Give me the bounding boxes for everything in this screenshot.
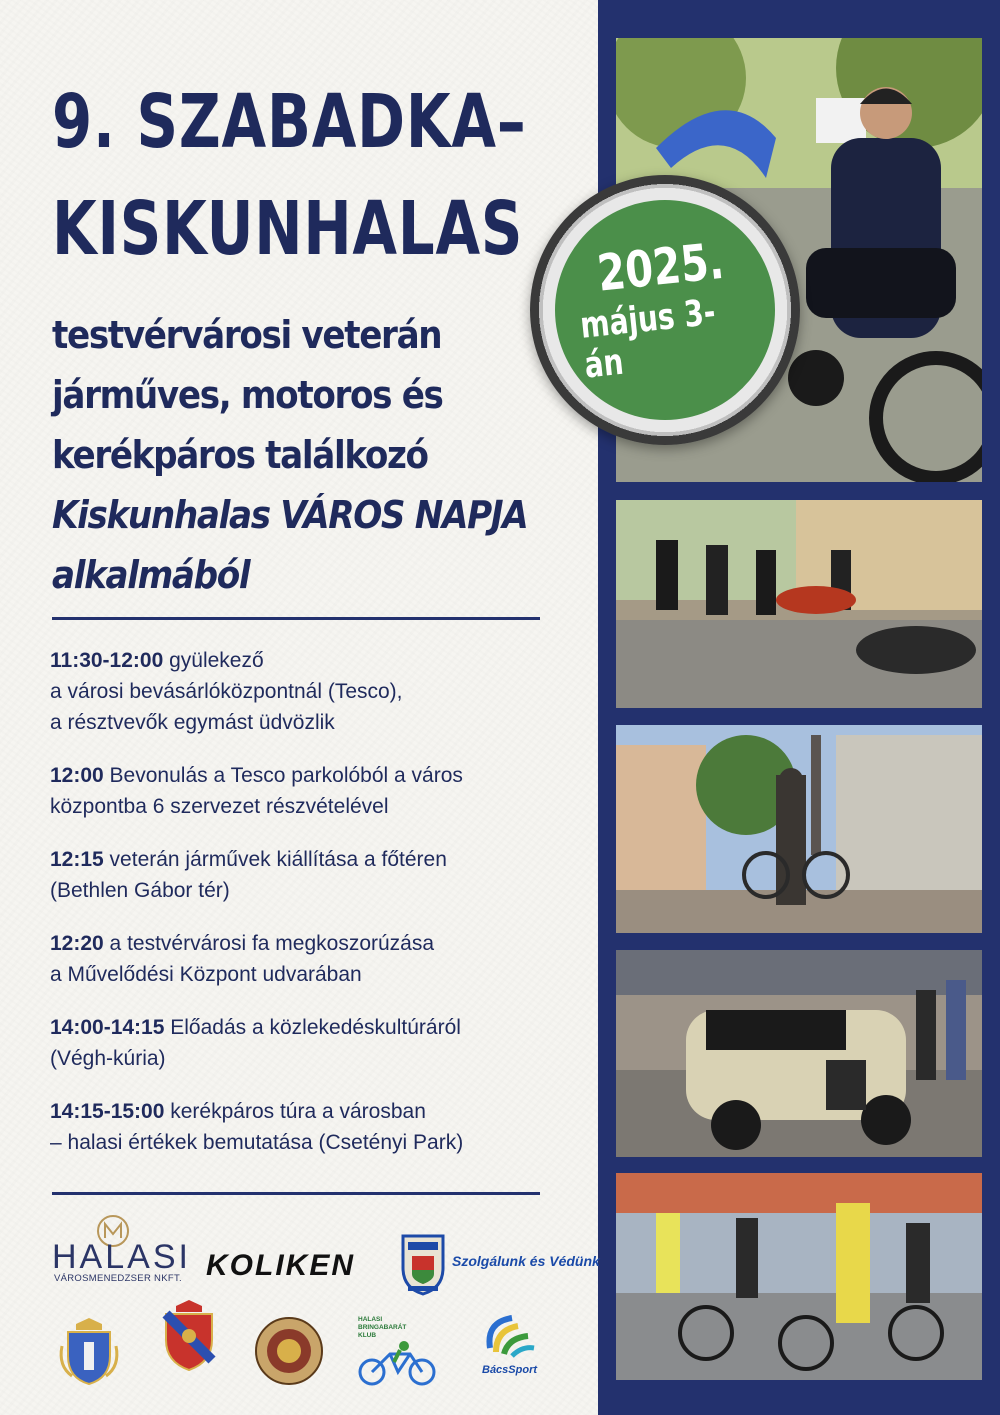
schedule-text: – halasi értékek bemutatása (Csetényi Park) bbox=[50, 1131, 464, 1154]
schedule-text: Előadás a közlekedéskultúráról bbox=[164, 1016, 461, 1039]
bike-club-name: HALASI BRINGABARÁT KLUB bbox=[358, 1316, 407, 1339]
schedule-text: a résztvevők egymást üdvözlik bbox=[50, 711, 335, 734]
subtitle-occasion-2: alkalmából bbox=[52, 553, 250, 597]
divider-top bbox=[52, 617, 540, 620]
schedule-text: a testvérvárosi fa megkoszorúzása bbox=[103, 932, 435, 955]
title-line-1: 9. SZABADKA– bbox=[52, 79, 527, 165]
police-motto: Szolgálunk és Védünk bbox=[452, 1253, 600, 1269]
subtitle-occasion: Kiskunhalas VÁROS NAPJA bbox=[52, 493, 528, 537]
divider-bottom bbox=[52, 1192, 540, 1195]
title-line-2: KISKUNHALAS bbox=[52, 186, 524, 272]
schedule-text: (Végh-kúria) bbox=[50, 1047, 166, 1070]
badge-date: május 3-án bbox=[578, 292, 718, 387]
subtitle-line: testvérvárosi veterán bbox=[52, 313, 442, 357]
schedule-item bbox=[50, 645, 590, 738]
schedule-text: központba 6 szervezet részvételével bbox=[50, 795, 389, 818]
subtitle-line: kerékpáros találkozó bbox=[52, 433, 428, 477]
bacssport-logo: BácsSport bbox=[482, 1364, 538, 1376]
bike-club-bicycle-icon bbox=[356, 1340, 438, 1386]
bacssport-logo-icon bbox=[482, 1312, 538, 1364]
schedule-text: a Művelődési Központ udvarában bbox=[50, 963, 362, 986]
photo-vintage-car bbox=[616, 950, 982, 1157]
badge-year: 2025. bbox=[594, 232, 727, 304]
schedule-item bbox=[50, 928, 590, 990]
schedule-text: veterán járművek kiállítása a főtéren bbox=[103, 848, 447, 871]
photo-bikers-group bbox=[616, 500, 982, 708]
photo-cyclists bbox=[616, 1173, 982, 1380]
kiskunhalas-coat-of-arms-icon bbox=[54, 1316, 124, 1386]
schedule-text: gyülekező bbox=[163, 649, 264, 672]
club-seal-icon bbox=[254, 1316, 324, 1386]
schedule-time: 12:00 bbox=[50, 764, 104, 787]
schedule-time: 11:30-12:00 bbox=[50, 649, 164, 672]
schedule-item bbox=[50, 760, 590, 822]
schedule-item bbox=[50, 844, 590, 906]
schedule-time: 12:15 bbox=[50, 848, 104, 871]
koliken-logo: KOLIKEN bbox=[206, 1249, 355, 1282]
halasi-logo: HALASI bbox=[52, 1238, 191, 1276]
schedule-text: a városi bevásárlóközpontnál (Tesco), bbox=[50, 680, 403, 703]
schedule-time: 14:00-14:15 bbox=[50, 1016, 165, 1039]
subtitle bbox=[52, 305, 592, 605]
schedule-time: 12:20 bbox=[50, 932, 104, 955]
schedule-text: kerékpáros túra a városban bbox=[164, 1100, 426, 1123]
subtitle-line: járműves, motoros és bbox=[52, 373, 443, 417]
schedule-item bbox=[50, 1096, 590, 1158]
schedule-text: Bevonulás a Tesco parkolóból a város bbox=[103, 764, 463, 787]
schedule-text: (Bethlen Gábor tér) bbox=[50, 879, 230, 902]
schedule-item bbox=[50, 1012, 590, 1074]
schedule bbox=[50, 645, 590, 1180]
schedule-time: 14:15-15:00 bbox=[50, 1100, 165, 1123]
halasi-logo-subtitle: VÁROSMENEDZSER NKFT. bbox=[54, 1273, 182, 1284]
police-shield-icon bbox=[400, 1232, 446, 1296]
subotica-coat-of-arms-icon bbox=[156, 1300, 222, 1372]
photo-statue bbox=[616, 725, 982, 933]
